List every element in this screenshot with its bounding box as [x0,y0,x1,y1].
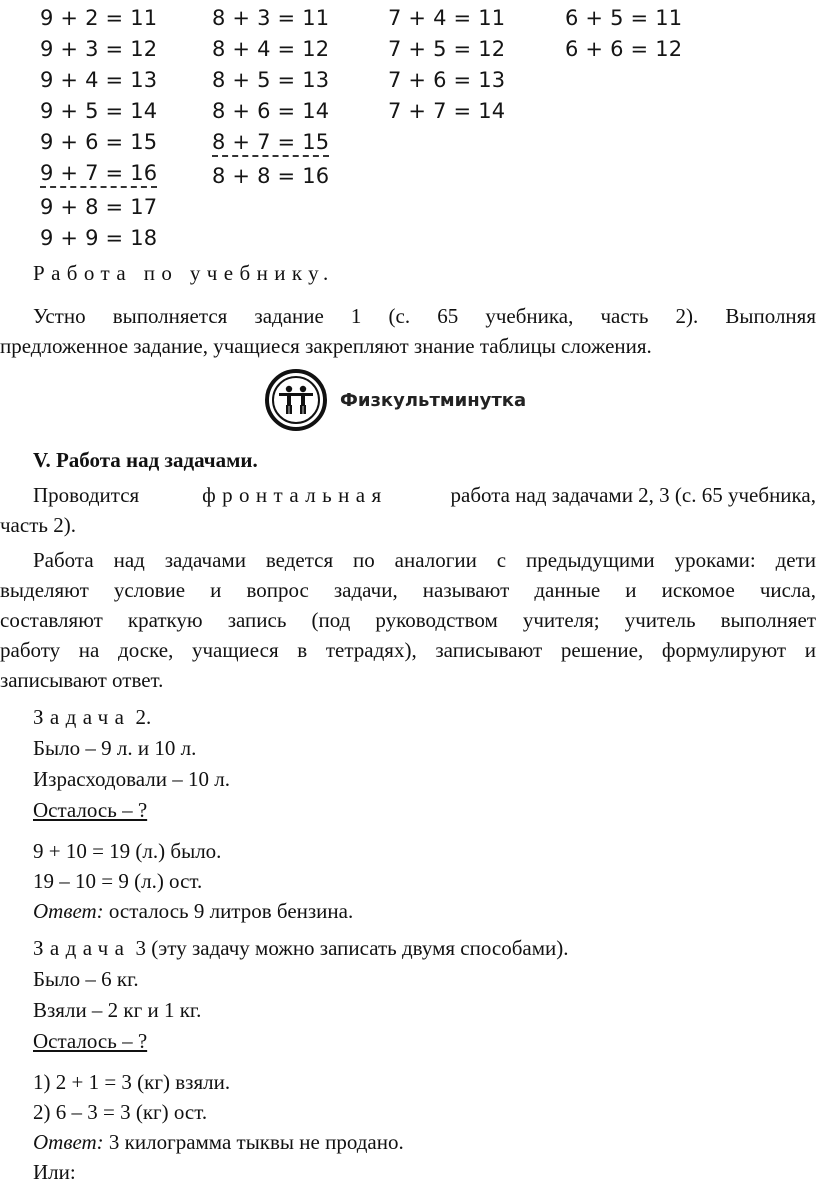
equation: 9 + 2 = 11 [40,6,158,30]
task-line: Было – 9 л. и 10 л. [33,736,197,760]
equation: 7 + 7 = 14 [388,99,506,123]
task-question: Осталось – ? [33,1029,148,1053]
answer-line [33,896,816,926]
task-question: Осталось – ? [33,798,148,822]
equation: 7 + 6 = 13 [388,68,506,92]
textbook-heading: Работа по учебнику. [33,261,335,285]
solution-line: 19 – 10 = 9 (л.) ост. [33,869,203,893]
equation: 8 + 3 = 11 [212,6,330,30]
answer-text: 3 килограмма тыквы не продано. [103,1130,404,1154]
task-title-spaced: Задача [33,936,131,960]
paragraph-line: Работа над задачами ведется по аналогии с предыдущими уроками: дети [33,548,816,572]
equation: 8 + 5 = 13 [212,68,330,92]
equation-highlighted: 8 + 7 = 15 [212,130,329,157]
physed-icon [264,368,328,432]
answer-label: Ответ: [33,1130,104,1154]
text-fragment-spaced: фронтальная [202,483,388,507]
answer-text: осталось 9 литров бензина. [103,899,354,923]
solution-line: 9 + 10 = 19 (л.) было. [33,839,222,863]
task-title-rest: 3 (эту задачу можно записать двумя способами). [130,936,569,960]
task-line: Взяли – 2 кг и 1 кг. [33,998,202,1022]
equation: 9 + 8 = 17 [40,195,158,219]
equation: 7 + 5 = 12 [388,37,506,61]
equation: 9 + 4 = 13 [40,68,158,92]
paragraph-line: записывают ответ. [0,668,164,692]
equation: 6 + 5 = 11 [565,6,683,30]
answer-line [33,1127,816,1157]
paragraph-line: работу на доске, учащиеся в тетрадях), записывают решение, формулируют и [0,638,816,662]
equation: 8 + 6 = 14 [212,99,330,123]
task-title-rest: 2. [130,705,152,729]
task3-title [33,933,816,963]
equation: 9 + 5 = 14 [40,99,158,123]
equation: 6 + 6 = 12 [565,37,683,61]
answer-label: Ответ: [33,899,104,923]
text-fragment: работа над задачами 2, 3 (с. 65 учебника, [450,483,816,507]
paragraph-line: выделяют условие и вопрос задачи, называют данные и искомое числа, [0,578,816,602]
paragraph-line: Или: [33,1160,76,1184]
task-line: Израсходовали – 10 л. [33,767,230,791]
physed-label: Физкультминутка [340,389,527,411]
text-fragment: Проводится [33,483,140,507]
paragraph-line: составляют краткую запись (под руководством учителя; учитель выполняет [0,608,816,632]
equation: 9 + 9 = 18 [40,226,158,250]
paragraph-line: предложенное задание, учащиеся закрепляют знание таблицы сложения. [0,334,652,358]
task-line: Было – 6 кг. [33,967,139,991]
equation: 8 + 8 = 16 [212,164,330,188]
paragraph-line: часть 2). [0,513,76,537]
equation: 7 + 4 = 11 [388,6,506,30]
solution-line: 2) 6 – 3 = 3 (кг) ост. [33,1100,208,1124]
physed-break [264,368,526,432]
equation-highlighted: 9 + 7 = 16 [40,161,157,188]
section-title: V. Работа над задачами. [33,448,258,472]
paragraph-line: Устно выполняется задание 1 (с. 65 учебника, часть 2). Выполняя [33,304,816,328]
equation: 9 + 3 = 12 [40,37,158,61]
equation: 8 + 4 = 12 [212,37,330,61]
paragraph-line [33,480,816,510]
task-title-spaced: Задача [33,705,131,729]
solution-line: 1) 2 + 1 = 3 (кг) взяли. [33,1070,231,1094]
task2-title [33,702,816,732]
equation: 9 + 6 = 15 [40,130,158,154]
